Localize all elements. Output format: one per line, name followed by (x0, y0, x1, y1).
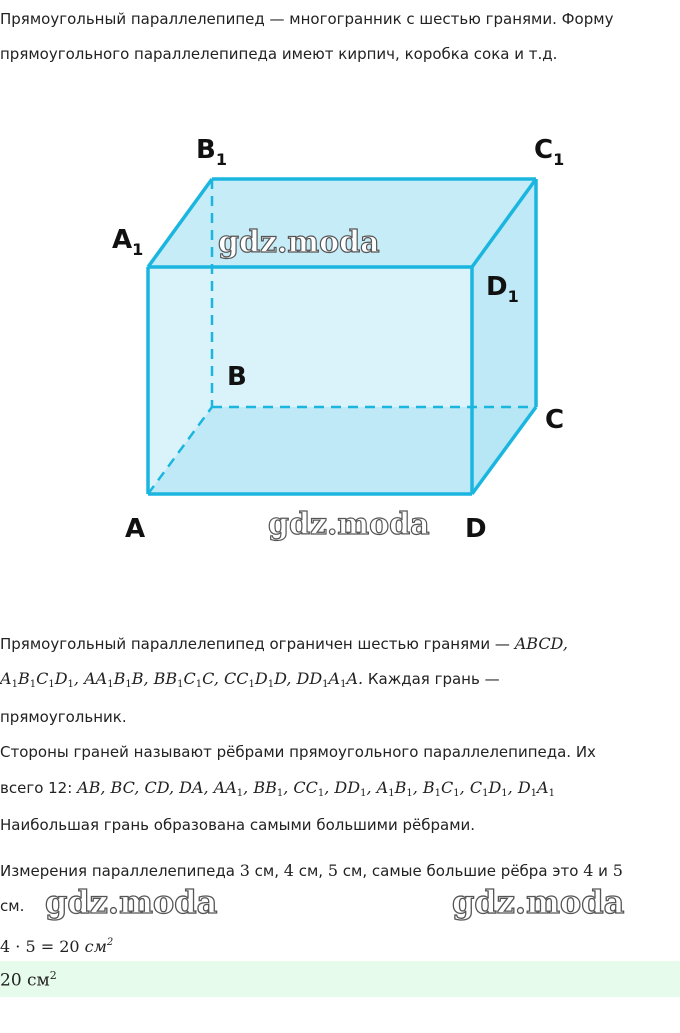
intro-line-1: Прямоугольный параллелепипед — многогранник с шестью гранями. Форму (0, 10, 614, 28)
calc-expression: 4 · 5 = 20 (0, 937, 85, 956)
vertex-label-B: B (227, 362, 247, 392)
dim-5: 5 (327, 861, 339, 880)
faces-line-2 (0, 661, 680, 702)
dims-line-1: Измерения параллелепипеда 3 см, 4 см, 5 см, самые большие рёбра это 4 и 5 (0, 861, 623, 880)
parallelepiped-figure (0, 110, 680, 560)
faces-line-3: прямоугольник. (0, 708, 127, 726)
edge-5: 5 (612, 861, 623, 880)
vertex-label-A: A (125, 514, 146, 544)
edges-count-prefix: всего 12: (0, 779, 78, 797)
dim-3: 3 (239, 861, 250, 880)
edges-list: AB, BC, CD, DA, $AA_1$, $BB_1$, $CC_1$, $DD_1$, $A_1B_1$, $B_1C_1$, $C_1D_1$, $D_1A_1$ (77, 778, 555, 799)
vertex-label-D1: $D_1$ (486, 272, 519, 306)
watermark-figure-bottom: gdz.moda (268, 507, 430, 542)
faces-line-1 (0, 626, 680, 662)
vertex-label-B1: $B_1$ (196, 135, 227, 169)
faces-tail: Каждая грань — (363, 670, 500, 688)
vertex-label-C1: $C_1$ (534, 135, 565, 169)
edge-4: 4 (583, 861, 594, 880)
vertex-label-C: C (545, 405, 565, 435)
dims-line-2: см. (0, 897, 25, 915)
edges-line-2 (0, 770, 680, 811)
faces-lead: Прямоугольный параллелепипед ограничен шестью гранями — (0, 635, 515, 653)
intro-line-2: прямоугольного параллелепипеда имеют кирпич, коробка сока и т.д. (0, 45, 558, 63)
edges-line-1: Стороны граней называют рёбрами прямоугольного параллелепипеда. Их (0, 743, 596, 761)
answer-exponent: 2 (49, 969, 57, 982)
bottom-face (148, 407, 536, 494)
faces-list: $A_1B_1C_1D_1$, $AA_1B_1B$, $BB_1C_1C$, $CC_1D_1D$, $DD_1A_1A$. (0, 669, 364, 690)
largest-face-text: Наибольшая грань образована самыми большими рёбрами. (0, 816, 476, 834)
answer-value: 20 см (0, 970, 50, 991)
vertex-label-D: D (465, 514, 487, 544)
watermark-text-left: gdz.moda (45, 883, 218, 921)
answer-box (0, 961, 680, 997)
watermark-figure-top: gdz.moda (218, 225, 380, 260)
face-ABCD: ABCD, (514, 634, 568, 653)
watermark-text-right: gdz.moda (452, 883, 625, 921)
vertex-label-A1: $A_1$ (112, 225, 144, 259)
calc-unit: $см^2$ (84, 937, 114, 956)
dim-4: 4 (283, 861, 294, 880)
calc-line (0, 925, 680, 965)
